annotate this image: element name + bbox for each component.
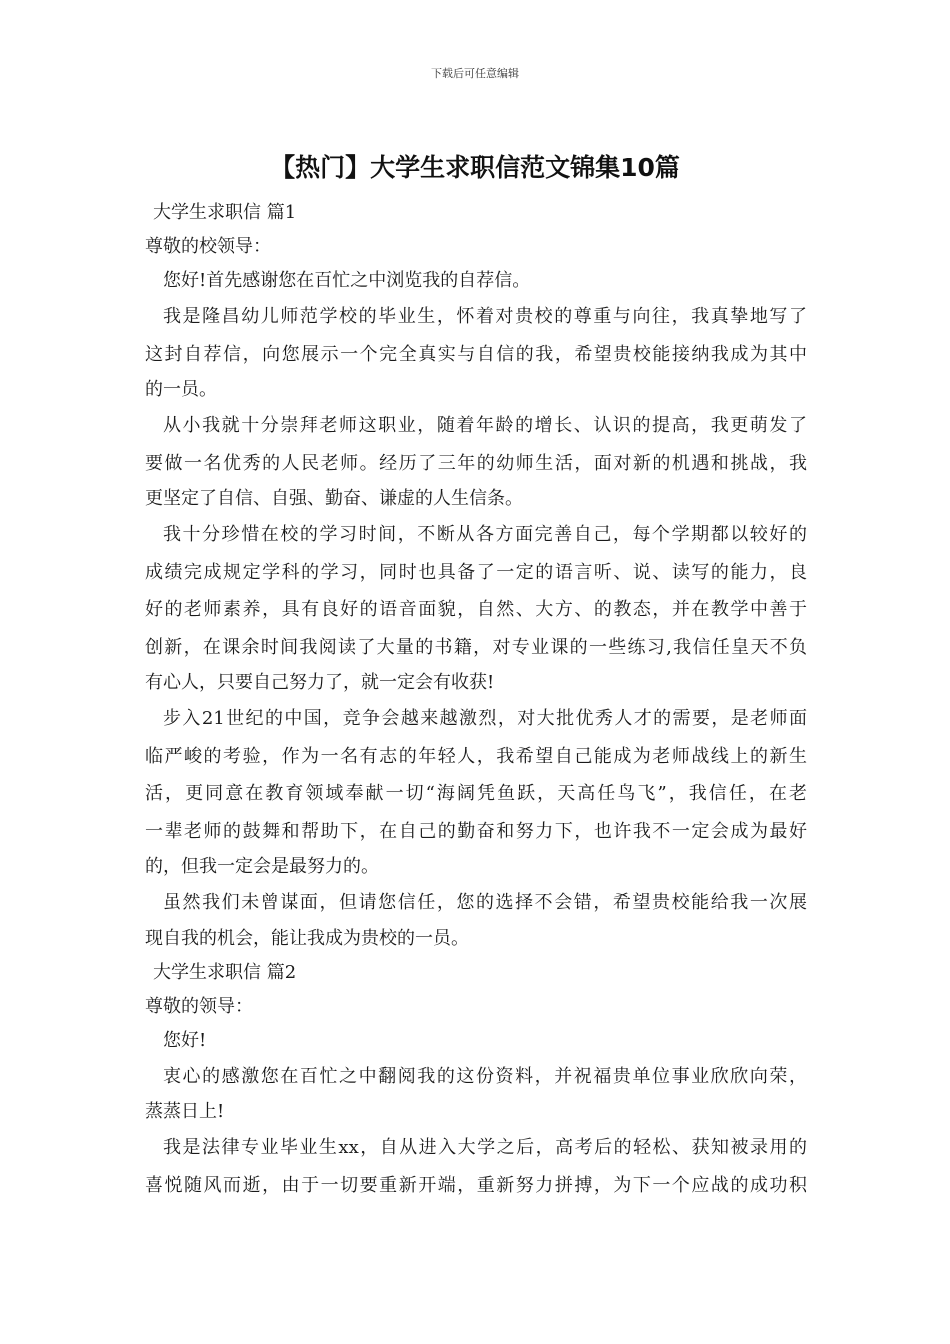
paragraph-line: 一辈老师的鼓舞和帮助下，在自己的勤奋和努力下，也许我不一定会成为最好 bbox=[145, 820, 807, 842]
header-note: 下载后可任意编辑 bbox=[431, 67, 519, 80]
paragraph bbox=[145, 1129, 807, 1204]
salutation: 尊敬的领导： bbox=[145, 995, 253, 1017]
paragraph-line: 衷心的感激您在百忙之中翻阅我的这份资料，并祝福贵单位事业欣欣向荣， bbox=[163, 1065, 807, 1087]
paragraph-line: 从小我就十分崇拜老师这职业，随着年龄的增长、认识的提高，我更萌发了 bbox=[163, 415, 807, 436]
paragraph-line: 创新，在课余时间我阅读了大量的书籍，对专业课的一些练习,我信任皇天不负 bbox=[145, 636, 807, 658]
section-heading: 大学生求职信 篇1 bbox=[153, 202, 297, 223]
paragraph-line: 成绩完成规定学科的学习，同时也具备了一定的语言听、说、读写的能力，良 bbox=[145, 561, 807, 583]
paragraph-line: 步入21世纪的中国，竞争会越来越激烈，对大批优秀人才的需要，是老师面 bbox=[163, 708, 807, 729]
greeting-line: 您好! bbox=[163, 1029, 207, 1051]
paragraph bbox=[145, 1058, 807, 1130]
greeting-line: 您好!首先感谢您在百忙之中浏览我的自荐信。 bbox=[163, 270, 531, 291]
paragraph-line: 现自我的机会，能让我成为贵校的一员。 bbox=[145, 927, 469, 949]
paragraph-line: 活，更同意在教育领域奉献一切“海阔凭鱼跃，天高任鸟飞”，我信任，在老 bbox=[145, 783, 807, 804]
paragraph-line: 好的老师素养，具有良好的语音面貌，自然、大方、的教态，并在教学中善于 bbox=[145, 599, 807, 620]
paragraph bbox=[145, 407, 807, 516]
paragraph-line: 要做一名优秀的人民老师。经历了三年的幼师生活，面对新的机遇和挑战，我 bbox=[145, 452, 807, 474]
paragraph-line: 我是法律专业毕业生xx，自从进入大学之后，高考后的轻松、获知被录用的 bbox=[163, 1137, 807, 1158]
paragraph bbox=[145, 700, 807, 884]
paragraph-line: 更坚定了自信、自强、勤奋、谦虚的人生信条。 bbox=[145, 488, 523, 509]
paragraph bbox=[145, 516, 807, 700]
paragraph-line: 临严峻的考验，作为一名有志的年轻人，我希望自己能成为老师战线上的新生 bbox=[145, 745, 807, 767]
paragraph-line: 虽然我们未曾谋面，但请您信任，您的选择不会错，希望贵校能给我一次展 bbox=[163, 892, 807, 913]
paragraph-line: 有心人，只要自己努力了，就一定会有收获! bbox=[145, 672, 495, 693]
paragraph bbox=[145, 884, 807, 956]
paragraph-line: 的一员。 bbox=[145, 379, 217, 400]
paragraph-line: 这封自荐信，向您展示一个完全真实与自信的我，希望贵校能接纳我成为其中 bbox=[145, 343, 807, 365]
salutation: 尊敬的校领导： bbox=[145, 236, 271, 257]
section-heading: 大学生求职信 篇2 bbox=[153, 961, 297, 983]
paragraph bbox=[145, 298, 807, 407]
paragraph-line: 我十分珍惜在校的学习时间，不断从各方面完善自己，每个学期都以较好的 bbox=[163, 524, 807, 545]
document-body bbox=[145, 196, 807, 1204]
paragraph-line: 的，但我一定会是最努力的。 bbox=[145, 856, 379, 877]
paragraph-line: 蒸蒸日上! bbox=[145, 1101, 225, 1122]
paragraph-line: 我是隆昌幼儿师范学校的毕业生，怀着对贵校的尊重与向往，我真挚地写了 bbox=[163, 306, 807, 327]
document-title: 【热门】大学生求职信范文锦集10篇 bbox=[270, 153, 680, 182]
paragraph-line: 喜悦随风而逝，由于一切要重新开端，重新努力拼搏，为下一个应战的成功积 bbox=[145, 1174, 807, 1196]
